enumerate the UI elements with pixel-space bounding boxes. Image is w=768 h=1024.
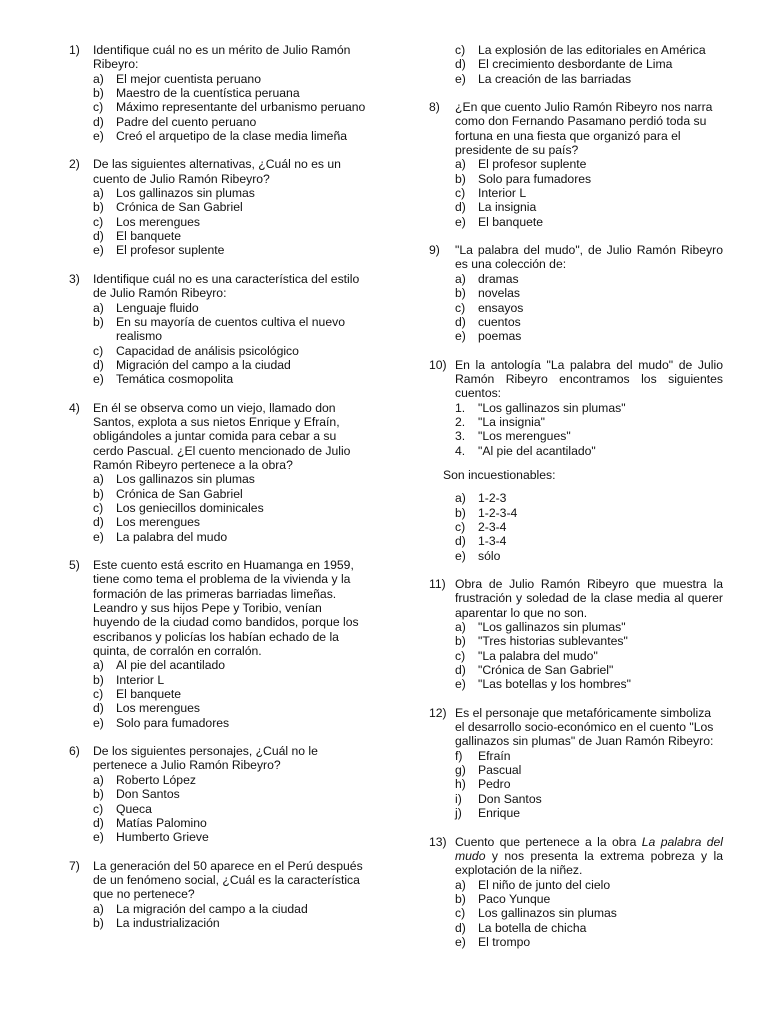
option-list [93, 72, 367, 144]
option-item [93, 358, 367, 372]
question-text-after: y nos presenta la extrema pobreza y la explotación de la niñez. [455, 848, 723, 878]
option-letter: b) [455, 171, 466, 186]
option-item [93, 673, 367, 687]
option-text: 2-3-4 [478, 519, 507, 534]
option-item [455, 749, 723, 763]
option-text: Enrique [478, 806, 521, 821]
option-letter: a) [455, 157, 466, 172]
option-text: El mejor cuentista peruano [116, 71, 261, 86]
option-letter: e) [455, 329, 466, 344]
option-item [455, 506, 723, 520]
option-item [93, 916, 367, 930]
option-letter: d) [93, 229, 104, 244]
option-list [93, 902, 367, 931]
option-item [93, 472, 367, 486]
option-letter: d) [455, 663, 466, 678]
option-item [455, 301, 723, 315]
option-text: Interior L [116, 672, 165, 687]
option-letter: a) [93, 186, 104, 201]
question-text: Este cuento está escrito en Huamanga en 1959, tiene como tema el problema de la vivienda y la formación de las primeras barriadas limeñas. Leandro y sus hijos Pepe y Toribio, venían huyendo de la ciudad como bandidos, porque los escribanos y policías los habían echado de la quinta, de corralón en corralón. [93, 558, 359, 659]
option-text: Capacidad de análisis psicológico [116, 343, 299, 358]
option-text: Humberto Grieve [116, 830, 209, 845]
option-letter: c) [93, 500, 104, 515]
option-item [455, 906, 723, 920]
story-text: "La insignia" [478, 414, 545, 429]
option-letter: e) [93, 830, 104, 845]
option-item [455, 549, 723, 563]
question-11 [429, 577, 723, 692]
question-text: ¿En que cuento Julio Ramón Ribeyro nos narra como don Fernando Pasamano perdió toda su fortuna en una fiesta que organizó para el presidente de su país? [455, 100, 713, 158]
right-column [429, 43, 723, 963]
question-text: De los siguientes personajes, ¿Cuál no le pertenece a Julio Ramón Ribeyro? [93, 744, 318, 773]
option-text: El trompo [478, 934, 531, 949]
option-item [93, 773, 367, 787]
option-item [455, 315, 723, 329]
option-text: Matías Palomino [116, 815, 207, 830]
option-item [93, 501, 367, 515]
story-text: "Los merengues" [478, 429, 571, 444]
option-item [93, 72, 367, 86]
question-8 [429, 100, 723, 229]
option-list [93, 472, 367, 544]
option-text: novelas [478, 286, 521, 301]
option-item [93, 830, 367, 844]
option-text: El profesor suplente [116, 243, 225, 258]
question-text: "La palabra del mudo", de Julio Ramón Ribeyro es una colección de: [455, 243, 723, 272]
option-item [455, 878, 723, 892]
option-letter: a) [93, 772, 104, 787]
option-list [455, 620, 723, 692]
option-list [93, 301, 367, 387]
question-10-options [429, 491, 723, 563]
option-text: Creó el arquetipo de la clase media limeña [116, 129, 348, 144]
option-text: Los merengues [116, 515, 201, 530]
option-text: Don Santos [478, 791, 542, 806]
question-4 [67, 401, 367, 544]
option-letter: d) [93, 357, 104, 372]
option-item [455, 43, 723, 57]
option-letter: d) [455, 534, 466, 549]
option-letter: d) [455, 314, 466, 329]
option-text: Migración del campo a la ciudad [116, 357, 291, 372]
option-text: Temática cosmopolita [116, 372, 234, 387]
option-letter: j) [455, 806, 462, 821]
question-text: Obra de Julio Ramón Ribeyro que muestra la frustración y soledad de la clase media al querer aparentar lo que no son. [455, 577, 723, 620]
option-letter: a) [455, 877, 466, 892]
option-letter: a) [93, 472, 104, 487]
option-text: Solo para fumadores [478, 171, 592, 186]
option-item [93, 372, 367, 386]
option-item [455, 272, 723, 286]
option-letter: f) [455, 748, 463, 763]
option-text: El crecimiento desbordante de Lima [478, 57, 673, 72]
option-letter: g) [455, 763, 466, 778]
left-column [67, 43, 367, 944]
option-item [455, 172, 723, 186]
option-item [93, 530, 367, 544]
option-item [93, 787, 367, 801]
option-text: "La palabra del mudo" [478, 648, 598, 663]
option-letter: a) [93, 300, 104, 315]
option-letter: e) [455, 934, 466, 949]
option-item [455, 677, 723, 691]
story-number: 2. [455, 414, 466, 429]
question-9 [429, 243, 723, 343]
story-number: 3. [455, 429, 466, 444]
option-letter: b) [455, 634, 466, 649]
option-letter: e) [93, 529, 104, 544]
question-13 [429, 835, 723, 950]
option-text: La migración del campo a la ciudad [116, 901, 308, 916]
option-letter: a) [93, 658, 104, 673]
option-letter: a) [455, 271, 466, 286]
question-text: En él se observa como un viejo, llamado don Santos, explota a sus nietos Enrique y Efraín, obligándoles a juntar comida para cebar a su cerdo Pascual. ¿El cuento mencionado de Julio Ramón Ribeyro pertenece a la obra? [93, 400, 351, 472]
question-number: 2) [69, 157, 80, 172]
option-item [93, 687, 367, 701]
option-list [455, 878, 723, 950]
story-item [455, 401, 723, 415]
option-letter: c) [455, 648, 466, 663]
story-number: 4. [455, 443, 466, 458]
option-item [93, 802, 367, 816]
option-letter: d) [455, 200, 466, 215]
option-letter: e) [455, 548, 466, 563]
option-text: sólo [478, 548, 501, 563]
option-letter: e) [455, 71, 466, 86]
option-letter: b) [93, 86, 104, 101]
option-letter: c) [93, 100, 104, 115]
option-letter: a) [455, 620, 466, 635]
option-text: La palabra del mudo [116, 529, 228, 544]
story-text: "Al pie del acantilado" [478, 443, 596, 458]
option-list [93, 186, 367, 258]
question-number: 8) [429, 100, 440, 115]
option-text: 1-2-3-4 [478, 505, 518, 520]
option-letter: b) [93, 314, 104, 329]
option-text: Padre del cuento peruano [116, 114, 257, 129]
option-letter: b) [93, 486, 104, 501]
option-text: Los merengues [116, 214, 201, 229]
option-item [455, 935, 723, 949]
option-letter: b) [93, 915, 104, 930]
option-letter: e) [93, 243, 104, 258]
option-text: Maestro de la cuentística peruana [116, 86, 300, 101]
option-item [455, 763, 723, 777]
option-text: Pedro [478, 777, 511, 792]
question-6 [67, 744, 367, 844]
question-number: 7) [69, 858, 80, 873]
option-item [93, 200, 367, 214]
option-letter: c) [455, 906, 466, 921]
question-2 [67, 157, 367, 257]
option-item [455, 57, 723, 71]
question-10 [429, 358, 723, 458]
option-letter: a) [93, 901, 104, 916]
option-letter: b) [455, 286, 466, 301]
question-text: Es el personaje que metafóricamente simboliza el desarrollo socio-económico en el cuento "Los gallinazos sin plumas" de Juan Ramón Ribeyro: [455, 705, 714, 749]
option-item [93, 86, 367, 100]
option-letter: d) [93, 701, 104, 716]
option-text: cuentos [478, 314, 521, 329]
option-item [455, 286, 723, 300]
option-item [93, 487, 367, 501]
option-letter: b) [455, 505, 466, 520]
question-number: 10) [429, 357, 447, 372]
question-text: Identifique cuál no es una característica del estilo de Julio Ramón Ribeyro: [93, 271, 360, 301]
option-text: La creación de las barriadas [478, 71, 632, 86]
option-letter: b) [455, 891, 466, 906]
option-list [93, 773, 367, 845]
question-7-continued [429, 43, 723, 86]
option-item [93, 215, 367, 229]
option-list [455, 491, 723, 563]
option-list [455, 749, 723, 821]
option-item [93, 344, 367, 358]
option-text: Los geniecillos dominicales [116, 500, 264, 515]
story-item [455, 444, 723, 458]
option-text: Crónica de San Gabriel [116, 200, 243, 215]
question-1 [67, 43, 367, 143]
option-letter: e) [455, 214, 466, 229]
question-12 [429, 706, 723, 821]
option-text: El banquete [116, 229, 182, 244]
option-letter: a) [93, 71, 104, 86]
question-number: 6) [69, 744, 80, 759]
option-text: La insignia [478, 200, 537, 215]
option-item [93, 658, 367, 672]
option-letter: c) [455, 300, 466, 315]
question-text-before: Cuento que pertenece a la obra [455, 834, 642, 849]
option-item [455, 72, 723, 86]
option-letter: b) [93, 672, 104, 687]
option-item [455, 806, 723, 820]
option-list [455, 43, 723, 86]
option-letter: c) [93, 343, 104, 358]
option-text: La industrialización [116, 915, 220, 930]
option-list [455, 157, 723, 229]
option-item [93, 115, 367, 129]
option-item [93, 902, 367, 916]
question-number: 11) [429, 577, 446, 591]
option-item [455, 534, 723, 548]
option-text: En su mayoría de cuentos cultiva el nuevo realismo [116, 314, 345, 344]
question-text: Identifique cuál no es un mérito de Julio Ramón Ribeyro: [93, 43, 351, 72]
option-letter: c) [93, 214, 104, 229]
option-item [455, 921, 723, 935]
option-item [455, 634, 723, 648]
question-5 [67, 558, 367, 730]
option-letter: c) [93, 801, 104, 816]
option-item [455, 215, 723, 229]
option-item [93, 243, 367, 257]
option-letter: c) [93, 687, 104, 702]
option-text: "Tres historias sublevantes" [478, 634, 628, 649]
option-item [455, 649, 723, 663]
question-7 [67, 859, 367, 931]
option-letter: h) [455, 777, 466, 792]
option-text: "Crónica de San Gabriel" [478, 663, 614, 678]
option-text: ensayos [478, 300, 524, 315]
question-number: 3) [69, 271, 80, 286]
option-letter: b) [93, 787, 104, 802]
option-item [93, 515, 367, 529]
option-letter: d) [93, 515, 104, 530]
question-3 [67, 272, 367, 387]
option-item [93, 301, 367, 315]
option-letter: c) [455, 519, 466, 534]
option-text: Máximo representante del urbanismo peruano [116, 100, 366, 115]
option-item [455, 520, 723, 534]
option-item [93, 129, 367, 143]
option-text: Interior L [478, 186, 527, 201]
option-text: Los gallinazos sin plumas [478, 906, 617, 921]
option-item [455, 620, 723, 634]
option-item [455, 157, 723, 171]
option-text: Los gallinazos sin plumas [116, 472, 255, 487]
story-number: 1. [455, 400, 466, 415]
story-list [455, 401, 723, 458]
option-item [93, 100, 367, 114]
option-letter: e) [455, 677, 466, 692]
option-text: La botella de chicha [478, 920, 587, 935]
option-letter: d) [455, 57, 466, 72]
option-text: El niño de junto del cielo [478, 877, 611, 892]
option-text: "Los gallinazos sin plumas" [478, 620, 626, 635]
option-list [455, 272, 723, 344]
option-text: Paco Yunque [478, 891, 551, 906]
option-item [93, 716, 367, 730]
question-text: En la antología "La palabra del mudo" de Julio Ramón Ribeyro encontramos los siguientes cuentos: [455, 357, 723, 401]
option-item [93, 186, 367, 200]
option-text: dramas [478, 271, 519, 286]
option-item [455, 491, 723, 505]
question-number: 4) [69, 400, 80, 415]
question-number: 9) [429, 243, 440, 258]
option-letter: e) [93, 715, 104, 730]
option-item [93, 315, 367, 344]
option-text: 1-3-4 [478, 534, 507, 549]
option-letter: c) [455, 43, 466, 57]
option-item [455, 792, 723, 806]
option-letter: a) [455, 491, 466, 506]
option-item [455, 892, 723, 906]
option-letter: i) [455, 791, 462, 806]
option-item [455, 777, 723, 791]
option-text: Efraín [478, 748, 511, 763]
option-text: El banquete [478, 214, 544, 229]
option-item [455, 186, 723, 200]
work-title: La palabra del mudo [455, 834, 723, 863]
option-text: Los merengues [116, 701, 201, 716]
option-text: Solo para fumadores [116, 715, 230, 730]
option-letter: c) [455, 186, 466, 201]
question-text: La generación del 50 aparece en el Perú después de un fenómeno social, ¿Cuál es la característica que no pertenece? [93, 858, 363, 902]
option-item [93, 229, 367, 243]
option-letter: d) [93, 114, 104, 129]
question-number: 1) [69, 43, 80, 57]
option-text: Pascual [478, 763, 522, 778]
question-number: 12) [429, 705, 447, 720]
option-text: Roberto López [116, 772, 196, 787]
question-text [455, 835, 723, 878]
option-text: El profesor suplente [478, 157, 587, 172]
option-text: Los gallinazos sin plumas [116, 186, 255, 201]
option-list [93, 658, 367, 730]
option-text: 1-2-3 [478, 491, 507, 506]
option-letter: b) [93, 200, 104, 215]
story-text: "Los gallinazos sin plumas" [478, 400, 626, 415]
option-text: La explosión de las editoriales en América [478, 43, 706, 57]
option-letter: d) [93, 815, 104, 830]
option-item [93, 816, 367, 830]
option-letter: e) [93, 372, 104, 387]
option-item [455, 200, 723, 214]
option-text: "Las botellas y los hombres" [478, 677, 631, 692]
option-text: Crónica de San Gabriel [116, 486, 243, 501]
option-letter: d) [455, 920, 466, 935]
question-number: 13) [429, 834, 447, 849]
option-text: Don Santos [116, 787, 180, 802]
option-text: Al pie del acantilado [116, 658, 226, 673]
option-text: Queca [116, 801, 152, 816]
question-number: 5) [69, 558, 80, 572]
option-item [455, 663, 723, 677]
option-text: poemas [478, 329, 522, 344]
option-item [93, 701, 367, 715]
option-letter: e) [93, 129, 104, 144]
option-item [455, 329, 723, 343]
story-item [455, 429, 723, 443]
question-10-lead: Son incuestionables: [443, 467, 556, 482]
option-text: El banquete [116, 687, 182, 702]
question-text: De las siguientes alternativas, ¿Cuál no es un cuento de Julio Ramón Ribeyro? [93, 157, 341, 186]
option-text: Lenguaje fluido [116, 300, 199, 315]
story-item [455, 415, 723, 429]
